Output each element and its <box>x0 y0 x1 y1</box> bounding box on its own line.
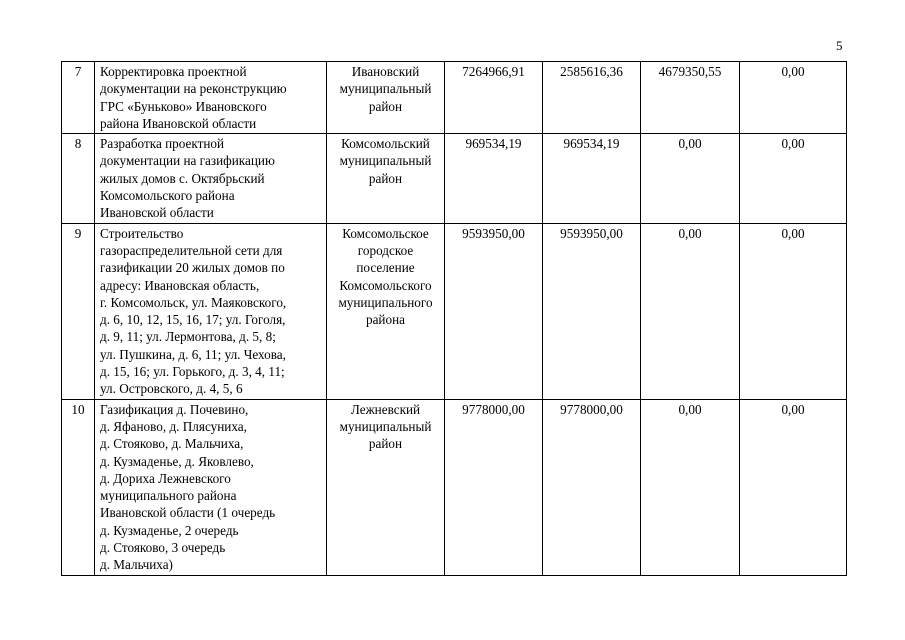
municipality-line: район <box>368 170 403 186</box>
project-name-line: д. Стояково, д. Мальчиха, <box>100 436 244 452</box>
project-name-line: ул. Островского, д. 4, 5, 6 <box>100 381 243 397</box>
municipality-line: Комсомольского <box>339 277 432 293</box>
amount-col2: 2585616,36 <box>543 62 641 134</box>
amount-col3: 4679350,55 <box>641 62 740 134</box>
project-name-line: д. 15, 16; ул. Горького, д. 3, 4, 11; <box>100 364 285 380</box>
municipality-line: муниципальный <box>339 418 432 434</box>
project-name-line: д. Кузмаденье, 2 очередь <box>100 522 239 538</box>
amount-col2: 969534,19 <box>543 134 641 223</box>
table-row <box>62 399 847 575</box>
amount-col2: 9778000,00 <box>543 399 641 575</box>
project-name-line: документации на газификацию <box>100 153 275 169</box>
municipality-line: муниципального <box>338 294 433 310</box>
project-name-line: газораспределительной сети для <box>100 242 283 258</box>
municipality <box>327 62 445 134</box>
municipality-line: Ивановский <box>351 64 420 79</box>
funding-table <box>61 61 847 576</box>
project-name-line: ГРС «Буньково» Ивановского <box>100 98 267 114</box>
municipality <box>327 399 445 575</box>
municipality-line: городское <box>357 242 414 258</box>
project-name-line: д. 9, 11; ул. Лермонтова, д. 5, 8; <box>100 329 276 345</box>
municipality-line: Комсомольский <box>341 136 430 152</box>
project-name-line: адресу: Ивановская область, <box>100 277 260 293</box>
project-name-line: Ивановской области (1 очередь <box>100 505 276 521</box>
project-name-line: муниципального района <box>100 488 237 504</box>
amount-total: 9778000,00 <box>445 399 543 575</box>
amount-total: 7264966,91 <box>445 62 543 134</box>
amount-col3: 0,00 <box>641 134 740 223</box>
amount-col4: 0,00 <box>740 223 847 399</box>
project-name-line: района Ивановской области <box>100 115 257 131</box>
project-name <box>95 223 327 399</box>
project-name-line: д. Мальчиха) <box>100 557 173 573</box>
amount-col3: 0,00 <box>641 399 740 575</box>
project-name-line: д. Стояково, 3 очередь <box>100 540 226 556</box>
project-name-line: Газификация д. Почевино, <box>100 401 249 417</box>
amount-total: 9593950,00 <box>445 223 543 399</box>
municipality-line: Комсомольское <box>342 225 429 241</box>
row-number: 9 <box>62 223 95 399</box>
project-name-line: Разработка проектной <box>100 136 225 152</box>
amount-col3: 0,00 <box>641 223 740 399</box>
amount-col4: 0,00 <box>740 134 847 223</box>
municipality-line: муниципальный <box>339 153 432 169</box>
project-name-line: Корректировка проектной <box>100 64 247 79</box>
municipality-line: муниципальный <box>339 81 432 97</box>
project-name <box>95 134 327 223</box>
project-name-line: Комсомольского района <box>100 188 235 204</box>
municipality-line: района <box>365 312 405 328</box>
project-name-line: г. Комсомольск, ул. Маяковского, <box>100 294 287 310</box>
table-row <box>62 223 847 399</box>
project-name-line: д. 6, 10, 12, 15, 16, 17; ул. Гоголя, <box>100 312 286 328</box>
table-body <box>62 62 847 576</box>
project-name-line: Ивановской области <box>100 205 214 221</box>
table-row <box>62 62 847 134</box>
municipality-line: поселение <box>356 260 415 276</box>
row-number: 10 <box>62 399 95 575</box>
amount-col2: 9593950,00 <box>543 223 641 399</box>
municipality-line: Лежневский <box>350 401 421 417</box>
project-name <box>95 62 327 134</box>
municipality-line: район <box>368 98 403 114</box>
project-name-line: д. Дориха Лежневского <box>100 470 231 486</box>
table-row <box>62 134 847 223</box>
project-name-line: д. Кузмаденье, д. Яковлево, <box>100 453 254 469</box>
project-name <box>95 399 327 575</box>
row-number: 8 <box>62 134 95 223</box>
municipality <box>327 134 445 223</box>
project-name-line: жилых домов с. Октябрьский <box>100 170 265 186</box>
project-name-line: д. Яфаново, д. Плясуниха, <box>100 418 247 434</box>
project-name-line: документации на реконструкцию <box>100 81 287 97</box>
amount-total: 969534,19 <box>445 134 543 223</box>
municipality-line: район <box>368 436 403 452</box>
page-number: 5 <box>836 38 843 53</box>
project-name-line: газификации 20 жилых домов по <box>100 260 285 276</box>
amount-col4: 0,00 <box>740 62 847 134</box>
project-name-line: ул. Пушкина, д. 6, 11; ул. Чехова, <box>100 346 286 362</box>
municipality <box>327 223 445 399</box>
amount-col4: 0,00 <box>740 399 847 575</box>
project-name-line: Строительство <box>100 225 184 241</box>
row-number: 7 <box>62 62 95 134</box>
